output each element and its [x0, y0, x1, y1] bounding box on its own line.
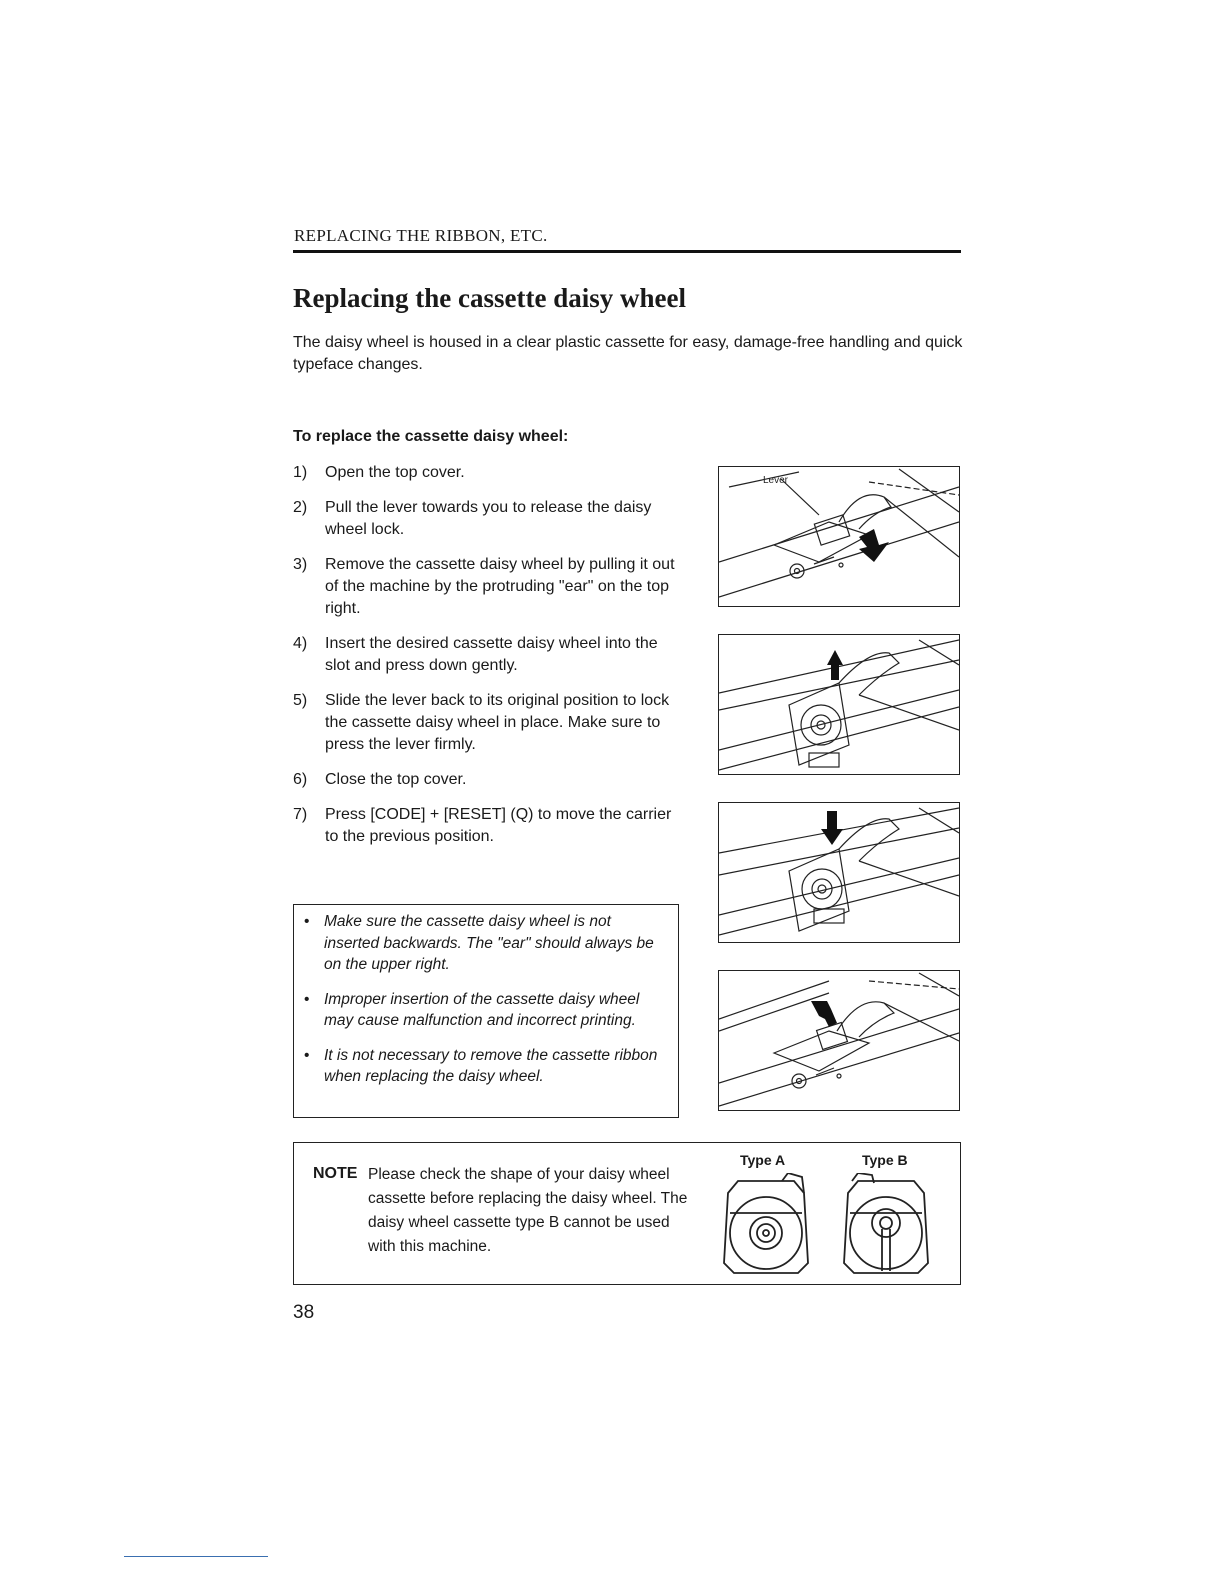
caution-item	[304, 911, 668, 976]
note-box	[293, 1142, 961, 1285]
type-b-cassette-illustration	[838, 1173, 934, 1277]
step-number: 3)	[293, 556, 308, 573]
caution-text: Improper insertion of the cassette daisy wheel may cause malfunction and incorrect printing.	[324, 990, 640, 1029]
arrow-down-icon	[859, 529, 889, 562]
figure-remove-cassette	[718, 634, 960, 775]
caution-box	[293, 904, 679, 1118]
caution-item	[304, 1045, 668, 1088]
step-text: Press [CODE] + [RESET] (Q) to move the carrier to the previous position.	[325, 806, 672, 845]
type-a-cassette-illustration	[718, 1173, 814, 1277]
caution-item	[304, 989, 668, 1032]
step-number: 1)	[293, 464, 308, 481]
page-number: 38	[293, 1302, 315, 1323]
pull-lever-illustration	[719, 467, 959, 606]
caution-list	[294, 905, 678, 1088]
step-item	[293, 804, 683, 848]
figure-insert-cassette	[718, 802, 960, 943]
arrow-back-icon	[811, 1001, 837, 1027]
step-item	[293, 690, 683, 756]
step-item	[293, 497, 683, 541]
type-b-label: Type B	[862, 1152, 908, 1168]
page-title: Replacing the cassette daisy wheel	[293, 283, 686, 313]
step-number: 7)	[293, 806, 308, 823]
lever-label: Lever	[763, 475, 789, 486]
caution-text: It is not necessary to remove the cassette ribbon when replacing the daisy wheel.	[324, 1046, 658, 1085]
figure-lock-lever	[718, 970, 960, 1111]
bullet-icon: •	[304, 990, 310, 1008]
intro-paragraph: The daisy wheel is housed in a clear plastic cassette for easy, damage-free handling and quick typeface changes.	[293, 334, 963, 373]
footer-divider	[124, 1556, 268, 1557]
insert-cassette-illustration	[719, 803, 959, 942]
step-text: Insert the desired cassette daisy wheel into the slot and press down gently.	[325, 635, 658, 674]
procedure-heading: To replace the cassette daisy wheel:	[293, 428, 569, 445]
step-text: Remove the cassette daisy wheel by pulling it out of the machine by the protruding "ear" on the top right.	[325, 556, 675, 617]
step-number: 6)	[293, 771, 308, 788]
bullet-icon: •	[304, 1046, 310, 1064]
note-text: Please check the shape of your daisy wheel cassette before replacing the daisy wheel. The daisy wheel cassette type B cannot be used with this machine.	[368, 1166, 688, 1255]
type-a-label: Type A	[740, 1152, 786, 1168]
step-text: Open the top cover.	[325, 464, 465, 481]
step-text: Close the top cover.	[325, 771, 467, 788]
step-text: Pull the lever towards you to release the daisy wheel lock.	[325, 499, 652, 538]
section-title: REPLACING THE RIBBON, ETC.	[294, 226, 548, 245]
step-item	[293, 462, 683, 484]
arrow-down-icon	[821, 811, 843, 845]
step-item	[293, 554, 683, 620]
remove-cassette-illustration	[719, 635, 959, 774]
step-number: 2)	[293, 499, 308, 516]
procedure-steps	[293, 462, 683, 861]
step-number: 4)	[293, 635, 308, 652]
step-item	[293, 633, 683, 677]
step-item	[293, 769, 683, 791]
figure-pull-lever	[718, 466, 960, 607]
running-header	[293, 222, 961, 253]
caution-text: Make sure the cassette daisy wheel is not inserted backwards. The "ear" should always be on the upper right.	[324, 913, 654, 973]
step-number: 5)	[293, 692, 308, 709]
step-text: Slide the lever back to its original position to lock the cassette daisy wheel in place. Make sure to press the lever firmly.	[325, 692, 670, 753]
bullet-icon: •	[304, 913, 310, 930]
lock-lever-illustration	[719, 971, 959, 1110]
arrow-up-icon	[827, 650, 843, 680]
note-label: NOTE	[313, 1165, 358, 1182]
